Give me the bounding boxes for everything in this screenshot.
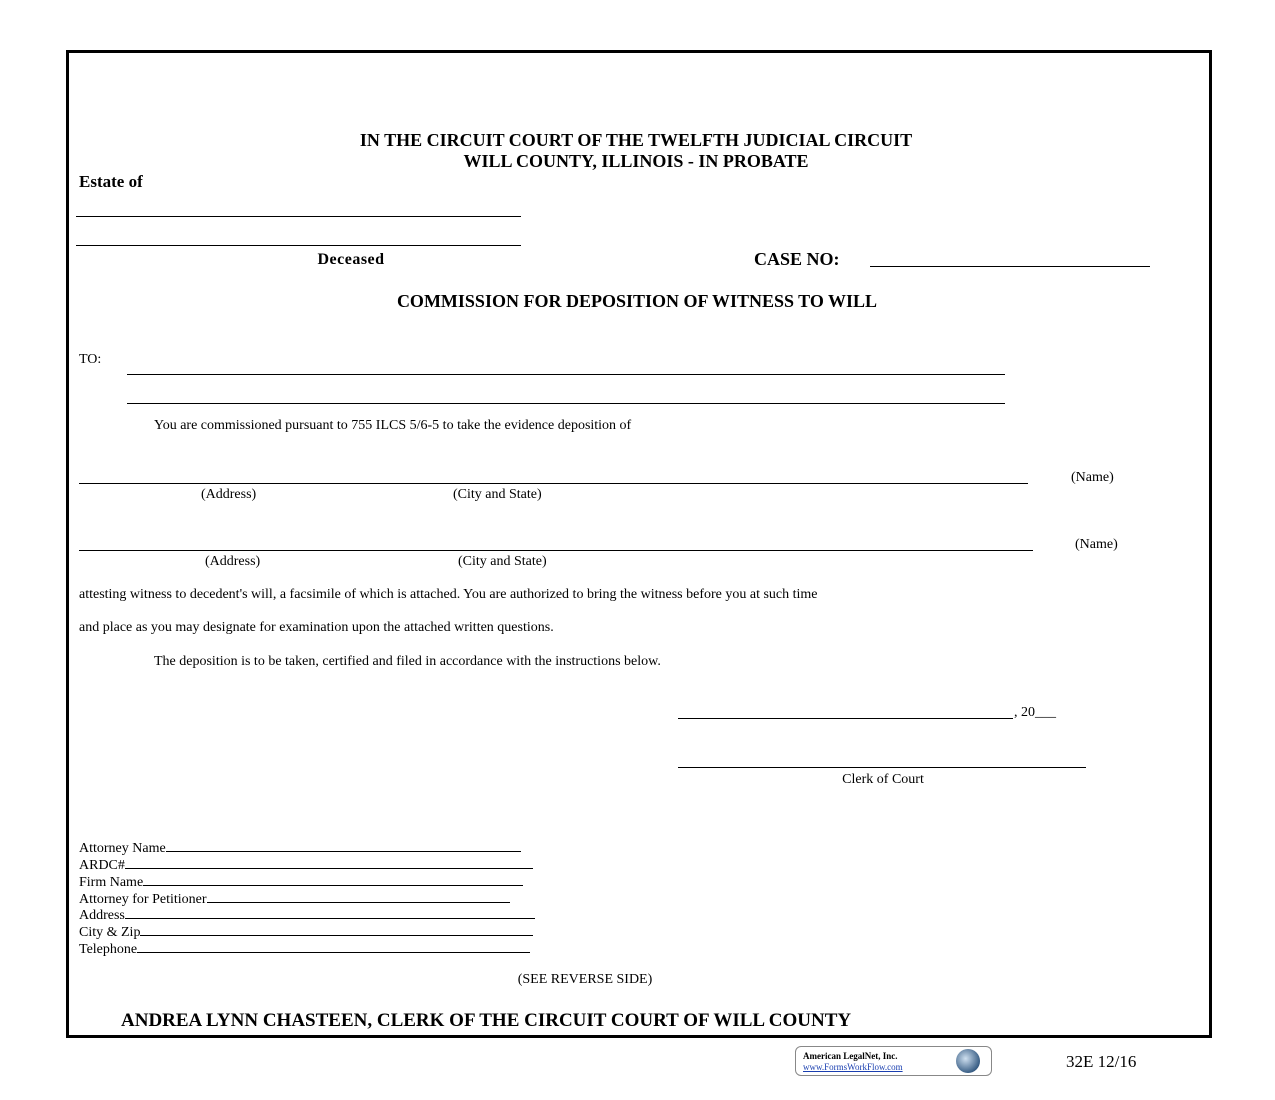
forms-workflow-link[interactable]: www.FormsWorkFlow.com (803, 1062, 903, 1072)
witness-1-address-label: (Address) (201, 487, 257, 502)
attorney-name-field[interactable]: Attorney Name (79, 839, 521, 856)
to-label: TO: (79, 352, 102, 367)
see-reverse-side: (SEE REVERSE SIDE) (517, 972, 653, 987)
paragraph-line-2: and place as you may designate for examination upon the attached written questions. (79, 620, 554, 635)
court-header-line1: IN THE CIRCUIT COURT OF THE TWELFTH JUDICIAL CIRCUIT (359, 130, 913, 150)
american-legalnet-logo[interactable]: American LegalNet, Inc. www.FormsWorkFlow.com (795, 1046, 992, 1076)
date-line[interactable] (678, 718, 1013, 719)
witness-1-city-label: (City and State) (453, 487, 542, 502)
case-no-label: CASE NO: (754, 249, 840, 269)
clerk-of-court-label: Clerk of Court (842, 772, 924, 787)
date-year-suffix: , 20___ (1014, 705, 1056, 720)
deceased-label: Deceased (317, 251, 385, 268)
estate-name-line-2[interactable] (76, 245, 521, 246)
paragraph-line-3: The deposition is to be taken, certified and filed in accordance with the instructions below. (154, 654, 661, 669)
estate-name-line-1[interactable] (76, 216, 521, 217)
witness-2-city-label: (City and State) (458, 554, 547, 569)
witness-2-address-label: (Address) (205, 554, 261, 569)
case-no-line[interactable] (870, 266, 1150, 267)
ardc-field[interactable]: ARDC# (79, 856, 533, 873)
witness-1-name-label: (Name) (1071, 470, 1114, 485)
commission-text: You are commissioned pursuant to 755 ILCS 5/6-5 to take the evidence deposition of (154, 418, 632, 433)
witness-2-line[interactable] (79, 550, 1033, 551)
court-header-line2: WILL COUNTY, ILLINOIS - IN PROBATE (463, 151, 809, 171)
witness-1-line[interactable] (79, 483, 1028, 484)
paragraph-line-1: attesting witness to decedent's will, a facsimile of which is attached. You are authorized to bring the witness before you at such time (79, 587, 818, 602)
clerk-footer: ANDREA LYNN CHASTEEN, CLERK OF THE CIRCUIT COURT OF WILL COUNTY (121, 1010, 852, 1031)
to-line-1[interactable] (127, 374, 1005, 375)
form-code: 32E 12/16 (1066, 1052, 1137, 1071)
clerk-signature-line[interactable] (678, 767, 1086, 768)
document-title: COMMISSION FOR DEPOSITION OF WITNESS TO WILL (396, 291, 878, 311)
firm-name-field[interactable]: Firm Name (79, 873, 523, 890)
address-field[interactable]: Address (79, 906, 535, 923)
to-line-2[interactable] (127, 403, 1005, 404)
telephone-field[interactable]: Telephone (79, 940, 530, 957)
city-zip-field[interactable]: City & Zip (79, 923, 533, 940)
globe-icon (956, 1049, 980, 1073)
estate-label: Estate of (79, 172, 143, 191)
witness-2-name-label: (Name) (1075, 537, 1118, 552)
attorney-for-petitioner-field[interactable]: Attorney for Petitioner (79, 890, 510, 907)
